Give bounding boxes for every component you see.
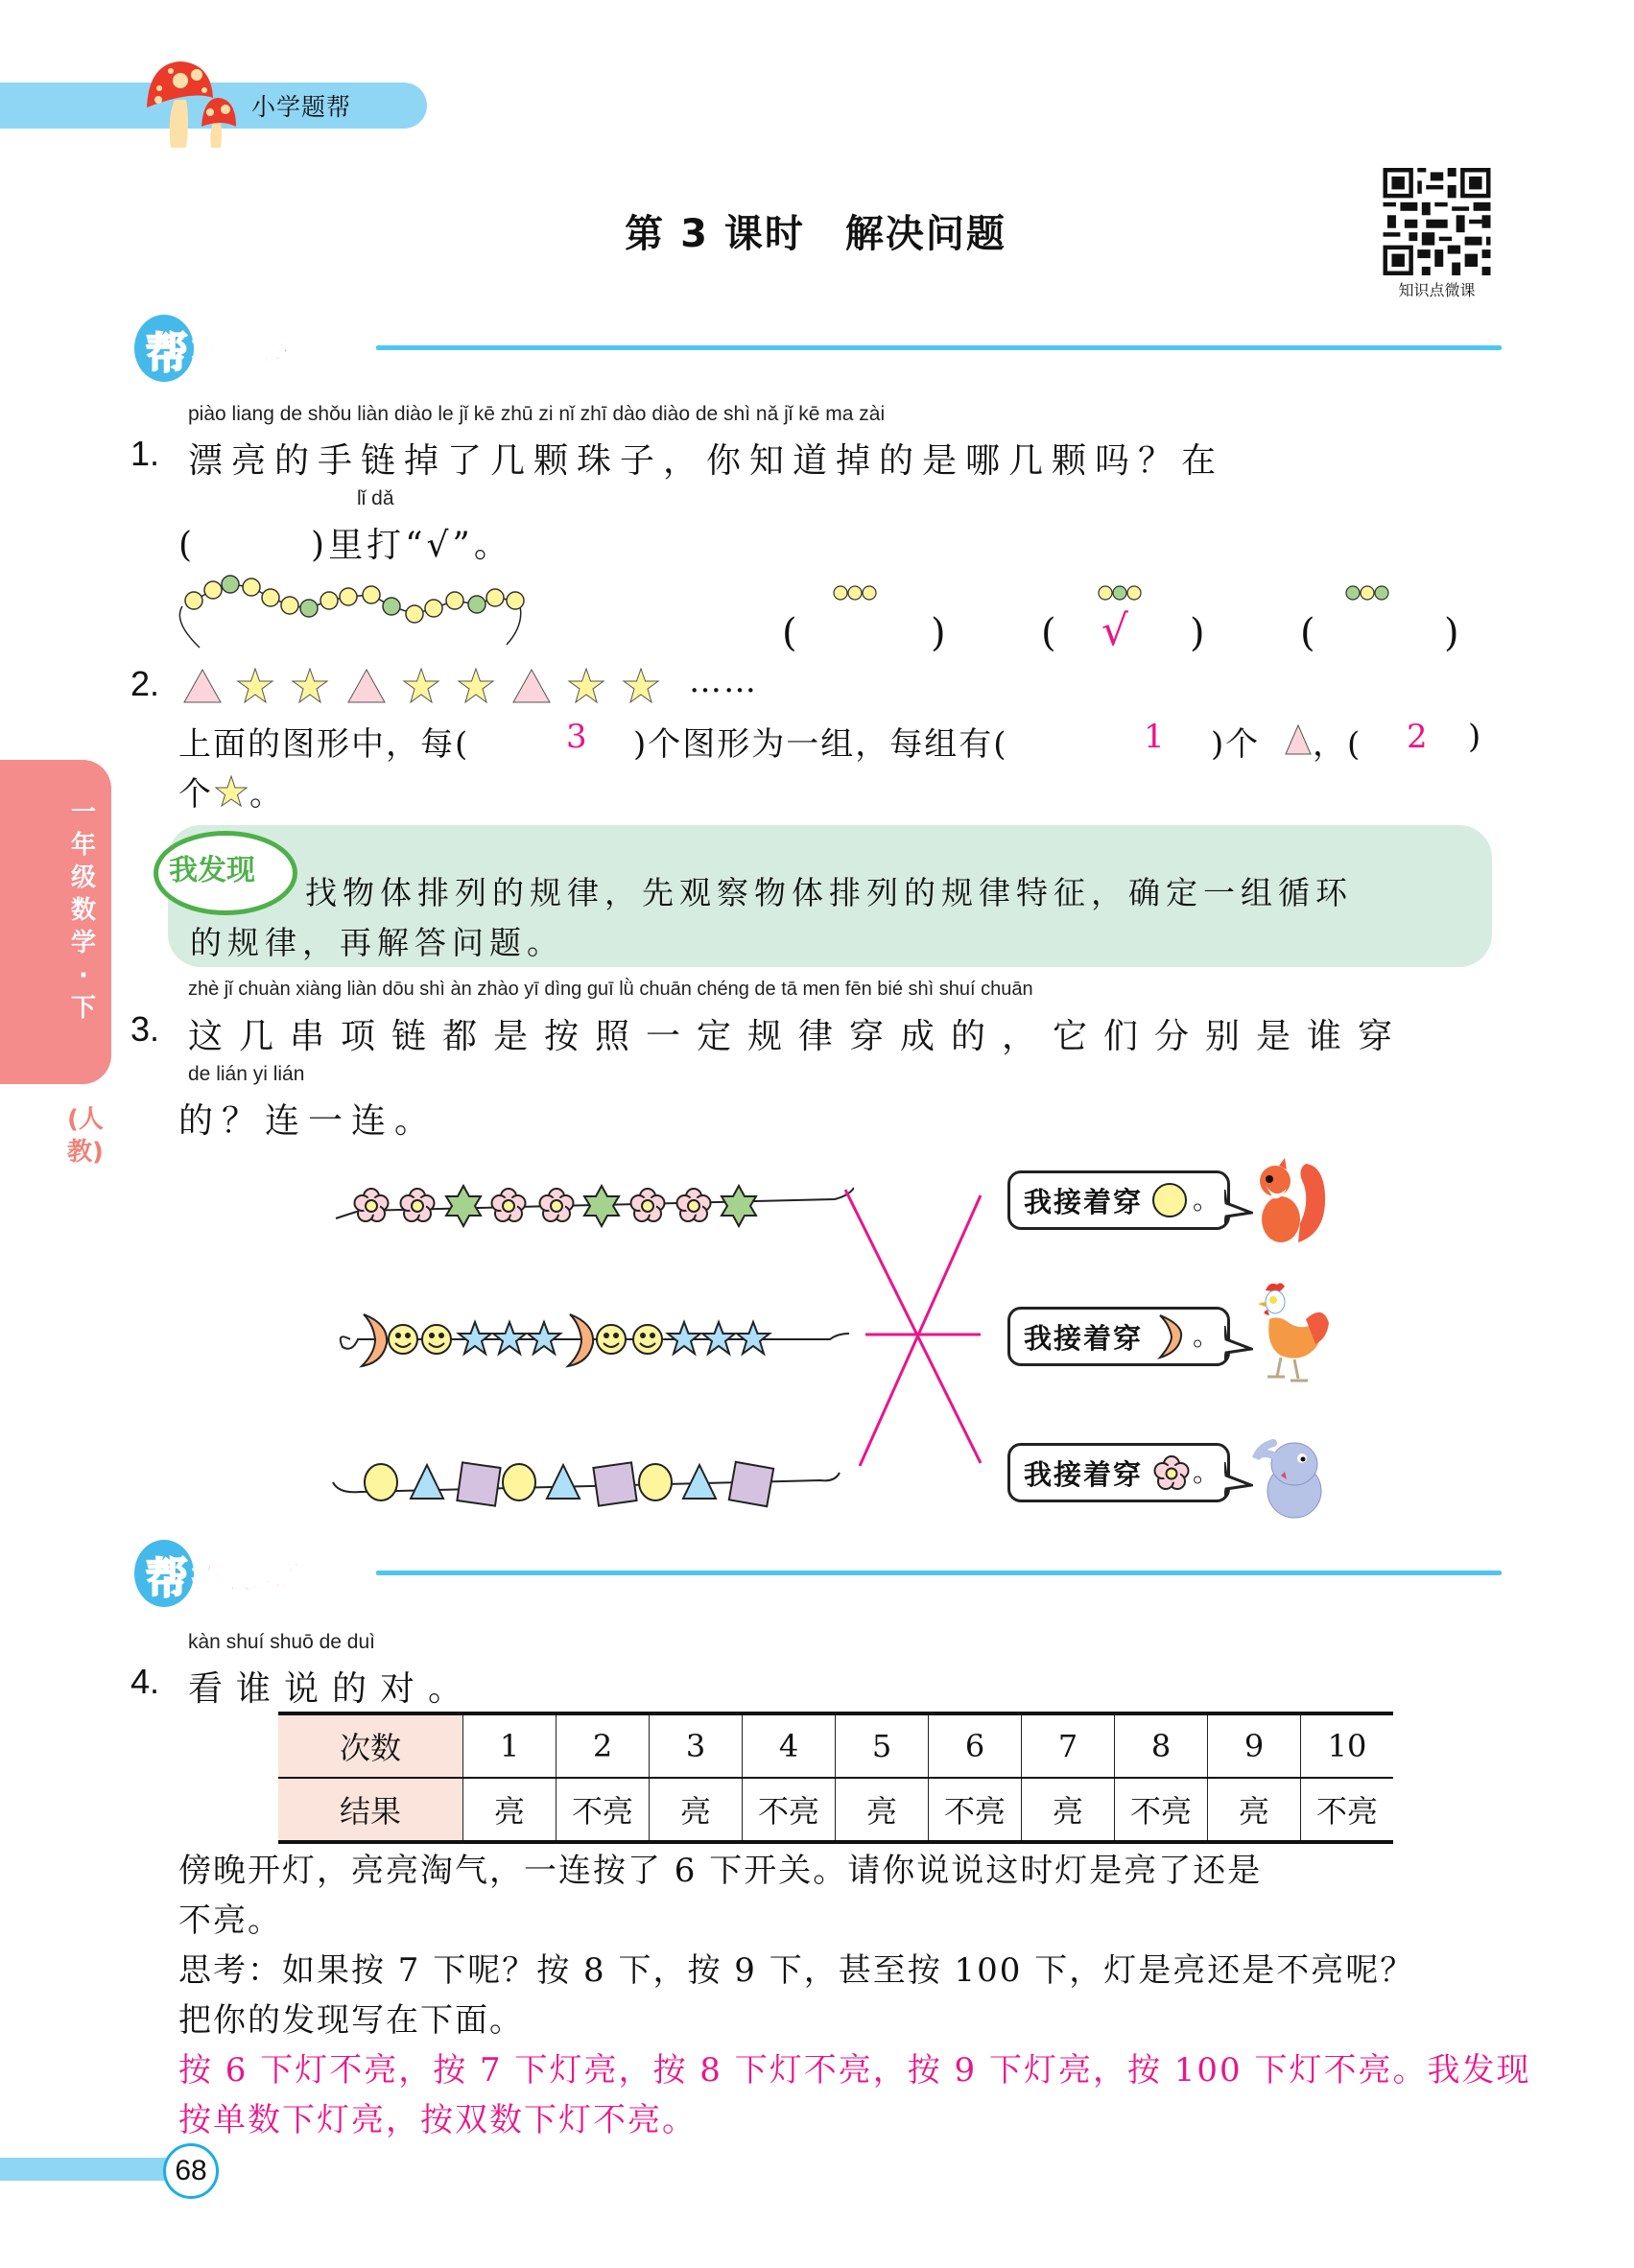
- star-icon: [215, 775, 248, 808]
- q4-prompt-line2: 不亮。: [178, 1902, 282, 1940]
- table-cell: 亮: [836, 1778, 929, 1842]
- squirrel-icon: [1252, 1156, 1329, 1247]
- bubble-text: 我接着穿: [1024, 1458, 1144, 1491]
- table-cell: 不亮: [1301, 1778, 1394, 1842]
- q2-number: 2.: [130, 664, 160, 703]
- table-cell: 不亮: [743, 1778, 836, 1842]
- necklace-3: [331, 1444, 854, 1511]
- table-cell: 亮: [650, 1778, 743, 1842]
- table-row-counts: [278, 1713, 1393, 1778]
- section-divider: [376, 345, 1502, 350]
- bubble-text: 我接着穿: [1024, 1186, 1144, 1218]
- table-cell: 6: [929, 1713, 1022, 1778]
- bubble-end: 。: [1193, 1456, 1220, 1488]
- necklace-2: [331, 1305, 854, 1372]
- q4-number: 4.: [130, 1662, 160, 1701]
- bubble-elephant[interactable]: [1007, 1443, 1230, 1502]
- q1-text-line1: 漂亮的手链掉了几颗珠子，你知道掉的是哪几颗吗？在: [188, 441, 1225, 481]
- option-a-answer-box[interactable]: [816, 611, 902, 659]
- q4-think-line1: 思考：如果按 7 下呢？按 8 下，按 9 下，甚至按 100 下，灯是亮还是不亮呢？: [178, 1951, 1415, 1990]
- table-cell: 1: [463, 1713, 557, 1778]
- q2-text-line2b: 。: [249, 775, 284, 814]
- q2-text-a: 上面的图形中，每(: [178, 725, 470, 764]
- sequence-ellipsis: ……: [689, 662, 758, 700]
- row-header-results: 结果: [278, 1778, 463, 1842]
- q2-answer-group-size[interactable]: 3: [566, 718, 589, 756]
- lesson-title: 第 3 课时 解决问题: [625, 212, 1006, 256]
- q2-text-c: )个: [1211, 725, 1261, 764]
- necklace-1: [331, 1170, 854, 1238]
- connection-lines[interactable]: [844, 1180, 988, 1477]
- q3-text-line2: 的？连一连。: [178, 1101, 438, 1141]
- q3-text-line1: 这几串项链都是按照一定规律穿成的，它们分别是谁穿: [188, 1017, 1409, 1056]
- option-c-beads-icon: [1343, 584, 1401, 602]
- section-header-extend: [134, 1540, 1502, 1607]
- bubble-end: 。: [1193, 1320, 1220, 1352]
- q3-pinyin-line1: zhè jǐ chuàn xiàng liàn dōu shì àn zhào yī dìng guī lǜ chuān chéng de tā men fēn bié shì shuí chuān: [188, 979, 1033, 1000]
- bracelet-image: [173, 566, 537, 652]
- bubble-squirrel[interactable]: [1007, 1170, 1230, 1230]
- option-b-close-paren: ): [1190, 611, 1205, 655]
- tip-badge-text: 我发现: [169, 854, 255, 887]
- q1-pinyin-line1: piào liang de shǒu liàn diào le jǐ kē zhū zi nǐ zhī dào diào de shì nǎ jǐ kē ma zài: [188, 403, 886, 425]
- qr-caption: 知识点微课: [1398, 281, 1476, 299]
- q2-text-line2a: 个: [178, 775, 213, 814]
- q1-pinyin-line2: lǐ dǎ: [357, 487, 394, 509]
- q4-prompt-line1: 傍晚开灯，亮亮淘气，一连按了 6 下开关。请你说说这时灯是亮了还是: [178, 1852, 1263, 1890]
- section-badge-text: 帮: [146, 329, 188, 378]
- q3-number: 3.: [130, 1009, 160, 1049]
- page-number: 68: [163, 2143, 219, 2199]
- option-b-open-paren: (: [1041, 611, 1056, 655]
- q4-pinyin: kàn shuí shuō de duì: [188, 1631, 375, 1653]
- qr-code-icon[interactable]: [1382, 168, 1492, 275]
- side-tab-edition: (人教): [67, 1105, 104, 1167]
- table-cell: 不亮: [1115, 1778, 1208, 1842]
- option-a-open-paren: (: [782, 611, 797, 655]
- q2-answer-star-count[interactable]: 2: [1407, 718, 1430, 756]
- option-b-answer-box[interactable]: √: [1101, 606, 1129, 655]
- section-title: 拓展思维: [192, 1561, 311, 1595]
- option-a-close-paren: ): [931, 611, 946, 655]
- circle-bead-icon: [1150, 1181, 1191, 1219]
- section-header-basic: [134, 315, 1502, 382]
- moon-bead-icon: [1154, 1313, 1189, 1359]
- option-c-open-paren: (: [1300, 611, 1315, 655]
- q4-title: 看谁说的对。: [188, 1669, 477, 1709]
- q2-text-d: ，(: [1313, 725, 1362, 764]
- q4-think-line2: 把你的发现写在下面。: [178, 2001, 524, 2040]
- q2-text-e: ): [1468, 718, 1483, 756]
- q2-answer-triangle-count[interactable]: 1: [1144, 718, 1167, 756]
- rooster-icon: [1252, 1281, 1329, 1391]
- shape-sequence: [182, 668, 681, 706]
- bubble-rooster[interactable]: [1007, 1307, 1230, 1366]
- brand-name: 小学题帮: [251, 93, 352, 121]
- light-switch-table: [278, 1712, 1393, 1844]
- table-cell: 9: [1208, 1713, 1301, 1778]
- triangle-icon: [1284, 723, 1313, 756]
- mushroom-logo-icon: [144, 59, 240, 151]
- row-header-counts: 次数: [278, 1713, 463, 1778]
- table-cell: 亮: [1022, 1778, 1115, 1842]
- option-a-beads-icon: [831, 584, 888, 602]
- q4-answer-line2[interactable]: 按单数下灯亮，按双数下灯不亮。: [178, 2101, 697, 2139]
- q1-text-line2: ( )里打“√”。: [178, 526, 512, 565]
- elephant-icon: [1252, 1429, 1329, 1521]
- bubble-tails: [1224, 1170, 1253, 1497]
- option-c-answer-box[interactable]: [1334, 611, 1420, 659]
- table-cell: 8: [1115, 1713, 1208, 1778]
- table-cell: 亮: [463, 1778, 557, 1842]
- option-c-close-paren: ): [1444, 611, 1459, 655]
- section-divider: [376, 1571, 1502, 1575]
- table-row-results: [278, 1778, 1393, 1842]
- bubble-end: 。: [1193, 1184, 1220, 1216]
- section-title: 巩固基础: [192, 336, 311, 370]
- table-cell: 不亮: [557, 1778, 650, 1842]
- table-cell: 5: [836, 1713, 929, 1778]
- footer-band: [0, 2158, 173, 2181]
- option-b-beads-icon: [1096, 584, 1153, 602]
- table-cell: 4: [743, 1713, 836, 1778]
- q2-text-b: )个图形为一组，每组有(: [633, 725, 1008, 764]
- section-badge-text: 帮: [146, 1554, 188, 1603]
- q3-pinyin-line2: de lián yi lián: [188, 1063, 305, 1085]
- q1-number: 1.: [130, 434, 160, 473]
- q4-answer-line1[interactable]: 按 6 下灯不亮，按 7 下灯亮，按 8 下灯不亮，按 9 下灯亮，按 100 下灯不亮。我发现: [178, 2051, 1531, 2090]
- table-cell: 10: [1301, 1713, 1394, 1778]
- table-cell: 7: [1022, 1713, 1115, 1778]
- bubble-text: 我接着穿: [1024, 1322, 1144, 1355]
- table-cell: 不亮: [929, 1778, 1022, 1842]
- side-tab-grade: 一年级数学·下: [70, 798, 96, 1023]
- table-cell: 亮: [1208, 1778, 1301, 1842]
- table-cell: 3: [650, 1713, 743, 1778]
- table-cell: 2: [557, 1713, 650, 1778]
- tip-text-line2: 的规律，再解答问题。: [190, 924, 564, 961]
- flower-bead-icon: [1150, 1452, 1193, 1494]
- tip-text-line1: 找物体排列的规律，先观察物体排列的规律特征，确定一组循环: [305, 874, 1353, 911]
